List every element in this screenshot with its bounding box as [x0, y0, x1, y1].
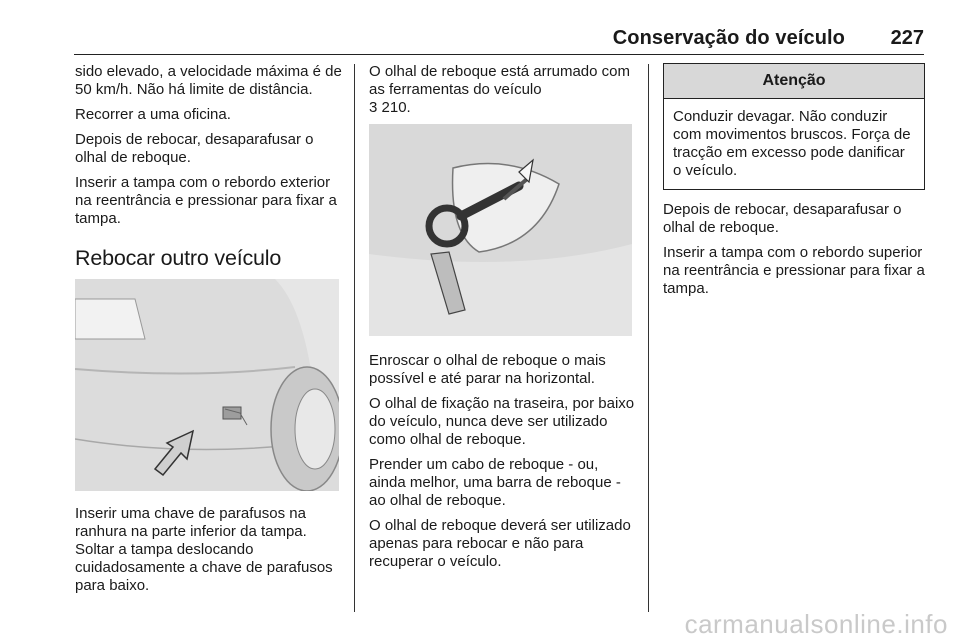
paragraph-text: O olhal de reboque está arrumado com as ferramentas do veículo: [369, 63, 630, 98]
paragraph: O olhal de reboque deverá ser utilizado apenas para rebocar e não para recuperar o veículo.: [369, 517, 631, 570]
page-number: 227: [890, 27, 924, 49]
section-heading: Rebocar outro veículo: [75, 246, 282, 270]
page-reference-icon: 3: [369, 99, 378, 116]
column-separator: [648, 64, 649, 612]
column-3: [663, 63, 928, 305]
page-reference[interactable]: 210.: [377, 99, 411, 116]
paragraph: Prender um cabo de reboque - ou, ainda melhor, uma barra de reboque - ao olhal de reboque.: [369, 456, 621, 509]
paragraph: Inserir a tampa com o rebordo exterior na reentrância e pressionar para fixar a tampa.: [75, 174, 337, 227]
column-2: [369, 63, 635, 578]
warning-body: Conduzir devagar. Não conduzir com movimentos bruscos. Força de tracção em excesso pode danificar o veículo.: [673, 108, 911, 179]
paragraph: Depois de rebocar, desaparafusar o olhal de reboque.: [663, 201, 902, 236]
page-header-title: Conservação do veículo: [612, 27, 845, 49]
column-1: [75, 63, 343, 602]
paragraph: Enroscar o olhal de reboque o mais possível e até parar na horizontal.: [369, 352, 606, 387]
towing-eye-illustration: [369, 124, 632, 336]
warning-title: Atenção: [664, 64, 924, 99]
rear-bumper-illustration: [75, 279, 339, 491]
warning-box: [663, 63, 925, 190]
paragraph: Recorrer a uma oficina.: [75, 106, 231, 123]
paragraph: O olhal de fixação na traseira, por baixo do veículo, nunca deve ser utilizado como olhal de reboque.: [369, 395, 635, 448]
paragraph: Inserir a tampa com o rebordo superior na reentrância e pressionar para fixar a tampa.: [663, 244, 925, 297]
column-separator: [354, 64, 355, 612]
paragraph: [369, 63, 635, 117]
watermark: carmanualsonline.info: [684, 609, 948, 639]
paragraph: sido elevado, a velocidade máxima é de 50 km/h. Não há limite de distância.: [75, 63, 342, 98]
paragraph: Inserir uma chave de parafusos na ranhura na parte inferior da tampa. Soltar a tampa deslocando cuidadosamente a chave de parafusos para baixo.: [75, 505, 333, 594]
paragraph: Depois de rebocar, desaparafusar o olhal de reboque.: [75, 131, 314, 166]
header-rule: [74, 54, 924, 55]
